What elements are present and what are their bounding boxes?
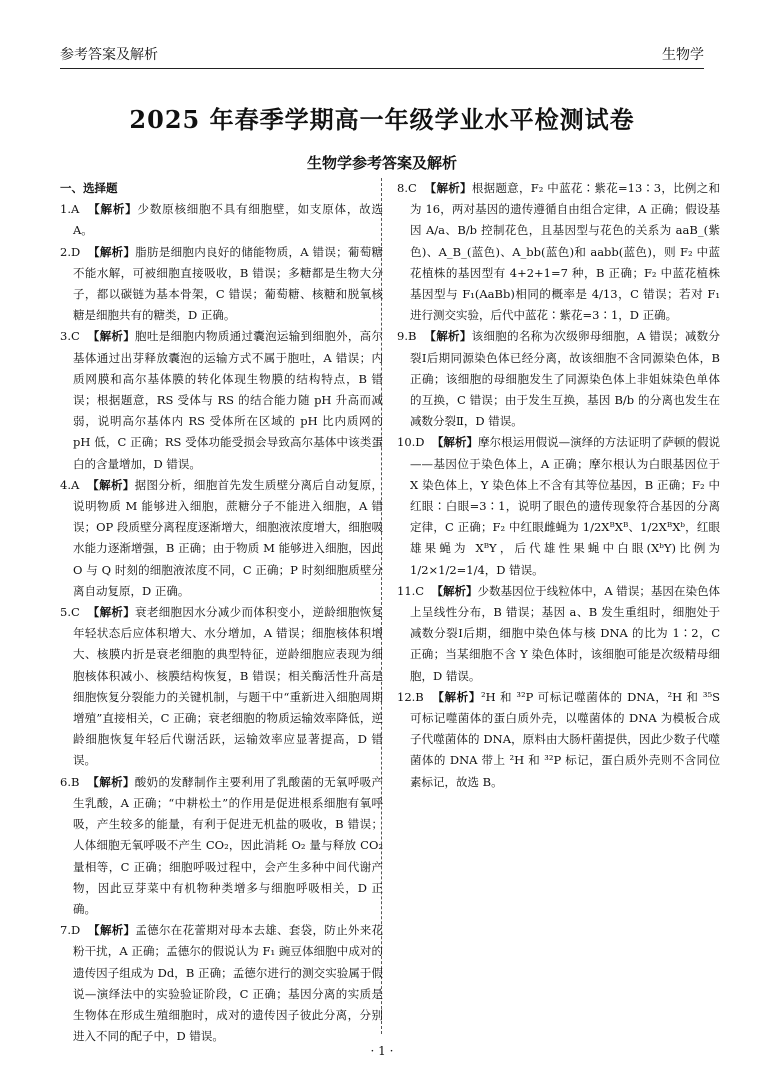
answer-item-3 [60,326,383,474]
answer-number: 2.D [60,244,81,259]
answer-number: 4.A [60,477,80,492]
answer-item-11 [397,581,720,687]
analysis-tag: 【解析】 [88,923,136,938]
left-column [60,178,383,1047]
answer-text: ²H 和 ³²P 可标记噬菌体的 DNA，²H 和 ³⁵S 可标记噬菌体的蛋白质外壳，以噬菌体的 DNA 为模板合成子代噬菌体的 DNA，原料由大肠杆菌提供，因此少数子代噬菌体的 DNA 带上 ²H 和 ³²P 标记，蛋白质外壳则不含同位素标记，故选 B。 [410,689,720,789]
answer-item-12 [397,687,720,793]
header-right: 生物学 [662,47,704,63]
analysis-tag: 【解析】 [431,435,478,450]
answer-item-2 [60,242,383,327]
answer-item-8 [397,178,720,326]
page-subtitle: 生物学参考答案及解析 [306,154,457,172]
answer-number: 3.C [60,329,80,344]
answer-item-10 [397,432,720,580]
answer-number: 11.C [397,583,425,598]
answer-number: 6.B [60,774,80,789]
answer-text: 据图分析，细胞首先发生质壁分离后自动复原，说明物质 M 能够进入细胞，蔗糖分子不能进入细胞，A 错误；OP 段质壁分离程度逐渐增大，细胞液浓度增大，细胞吸水能力逐渐增强，B 正确；由于物质 M 能够进入细胞，因此 O 与 Q 时刻的细胞液浓度不同，C 正确；P 时刻细胞质壁分离自动复原，D 正确。 [73,477,384,598]
analysis-tag: 【解析】 [432,689,481,704]
analysis-tag: 【解析】 [424,329,472,344]
analysis-tag: 【解析】 [87,329,136,344]
page-number: · 1 · [370,1044,394,1058]
answer-item-4 [60,475,383,602]
answer-number: 5.C [60,605,80,620]
page-title: 2025 年春季学期高一年级学业水平检测试卷 [129,105,635,134]
answer-number: 10.D [397,435,425,450]
analysis-tag: 【解析】 [88,202,138,217]
answer-text: 胞吐是细胞内物质通过囊泡运输到细胞外，高尔基体通过出芽释放囊泡的运输方式不属于胞吐，A 错误；内质网膜和高尔基体膜的转化体现生物膜的结构特点，B 错误；根据题意，RS 受体与 RS 的结合能力随 pH 升高而减弱，说明高尔基体内 RS 受体所在区域的 pH 比内质网的 pH 低，C 正确；RS 受体功能受损会导致高尔基体中该类蛋白的含量增加，D 错误。 [73,329,384,471]
answer-text: 酸奶的发酵制作主要利用了乳酸菌的无氧呼吸产生乳酸，A 正确；“中耕松土”的作用是促进根系细胞有氧呼吸，产生较多的能量，有利于促进无机盐的吸收，B 错误；人体细胞无氧呼吸不产生 CO₂，因此消耗 O₂ 量与释放 CO₂ 量相等，C 正确；细胞呼吸过程中，会产生多种中间代谢产物，因此豆芽菜中有机物种类增多与细胞呼吸相关，D 正确。 [73,774,384,916]
answer-number: 9.B [397,329,417,344]
answer-item-9 [397,326,720,432]
analysis-tag: 【解析】 [431,583,478,598]
section-heading: 一、选择题 [60,181,118,195]
analysis-tag: 【解析】 [88,244,136,259]
answer-number: 12.B [397,689,424,704]
analysis-tag: 【解析】 [424,181,472,195]
answer-text: 孟德尔在花蕾期对母本去雄、套袋，防止外来花粉干扰，A 正确；孟德尔的假说认为 F₁ 豌豆体细胞中成对的遗传因子组成为 Dd，B 正确；孟德尔进行的测交实验属于假说—演绎法中的实验验证阶段，C 正确；基因分离的实质是生物体在形成生殖细胞时，成对的遗传因子彼此分离，分别进入不同的配子中，D 错误。 [73,923,384,1044]
answer-item-6 [60,772,383,920]
answer-text: 少数原核细胞不具有细胞壁，如支原体，故选 A。 [73,202,384,238]
answer-item-7 [60,920,383,1047]
answer-number: 7.D [60,923,81,938]
header-rule [60,68,704,69]
answer-item-1 [60,199,383,241]
answer-text: 该细胞的名称为次级卵母细胞，A 错误；减数分裂Ⅰ后期同源染色体已经分离，故该细胞不含同源染色体，B 正确；该细胞的母细胞发生了同源染色体上非姐妹染色单体的互换，C 错误；由于发生互换，基因 B/b 的分离也发生在减数分裂Ⅱ，D 错误。 [410,329,721,429]
answer-text: 根据题意，F₂ 中蓝花∶紫花=13∶3，比例之和为 16，两对基因的遗传遵循自由组合定律，A 正确；假设基因 A/a、B/b 控制花色，且基因型与花色的关系为 aaB_(紫色)、A_B_(蓝色)、A_bb(蓝色)和 aabb(蓝色)，则 F₂ 中蓝花植株的基因型有 4+2+1=7 种，B 正确；F₂ 中蓝花植株基因型与 F₁(AaBb)相同的概率是 4/13，C 错误；若对 F₁ 进行测交实验，后代中蓝花∶紫花=3∶1，D 正确。 [410,181,721,323]
analysis-tag: 【解析】 [87,605,136,620]
answer-number: 8.C [397,181,417,195]
analysis-tag: 【解析】 [87,774,135,789]
answer-item-5 [60,602,383,772]
right-column [397,178,720,793]
answer-number: 1.A [60,202,80,217]
analysis-tag: 【解析】 [87,477,135,492]
answer-text: 脂肪是细胞内良好的储能物质，A 错误；葡萄糖不能水解，可被细胞直接吸收，B 错误；多糖都是生物大分子，都以碳链为基本骨架，C 错误；葡萄糖、核糖和脱氧核糖是细胞共有的糖类，D 正确。 [73,244,383,323]
answer-text: 衰老细胞因水分减少而体积变小，逆龄细胞恢复年轻状态后应体积增大、水分增加，A 错误；细胞核体积增大、核膜内折是衰老细胞的典型特征，逆龄细胞应表现为细胞核体积减小、核膜结构恢复，B 错误；相关酶活性升高是细胞恢复分裂能力的关键机制，与题干中“重新进入细胞周期增殖”直接相关，C 正确；衰老细胞的物质运输效率降低，逆龄细胞恢复年轻后代谢活跃，运输效率应显著提高，D 错误。 [73,605,384,768]
answer-text: 摩尔根运用假说—演绎的方法证明了萨顿的假说——基因位于染色体上，A 正确；摩尔根认为白眼基因位于 X 染色体上，Y 染色体上不含有其等位基因，B 正确；F₂ 中红眼∶白眼=3∶1，说明了眼色的遗传现象符合基因的分离定律，C 正确；F₂ 中红眼雌蝇为 1/2XᴮXᴮ、1/2XᴮXᵇ，红眼雄果蝇为 XᴮY，后代雄性果蝇中白眼(XᵇY)比例为 1/2×1/2=1/4，D 错误。 [410,435,721,577]
answer-text: 少数基因位于线粒体中，A 错误；基因在染色体上呈线性分布，B 错误；基因 a、B 发生重组时，细胞处于减数分裂Ⅰ后期，细胞中染色体与核 DNA 的比为 1∶2，C 正确；当某细胞不含 Y 染色体时，该细胞可能是次级精母细胞，D 错误。 [410,583,721,683]
header-left: 参考答案及解析 [60,47,158,63]
